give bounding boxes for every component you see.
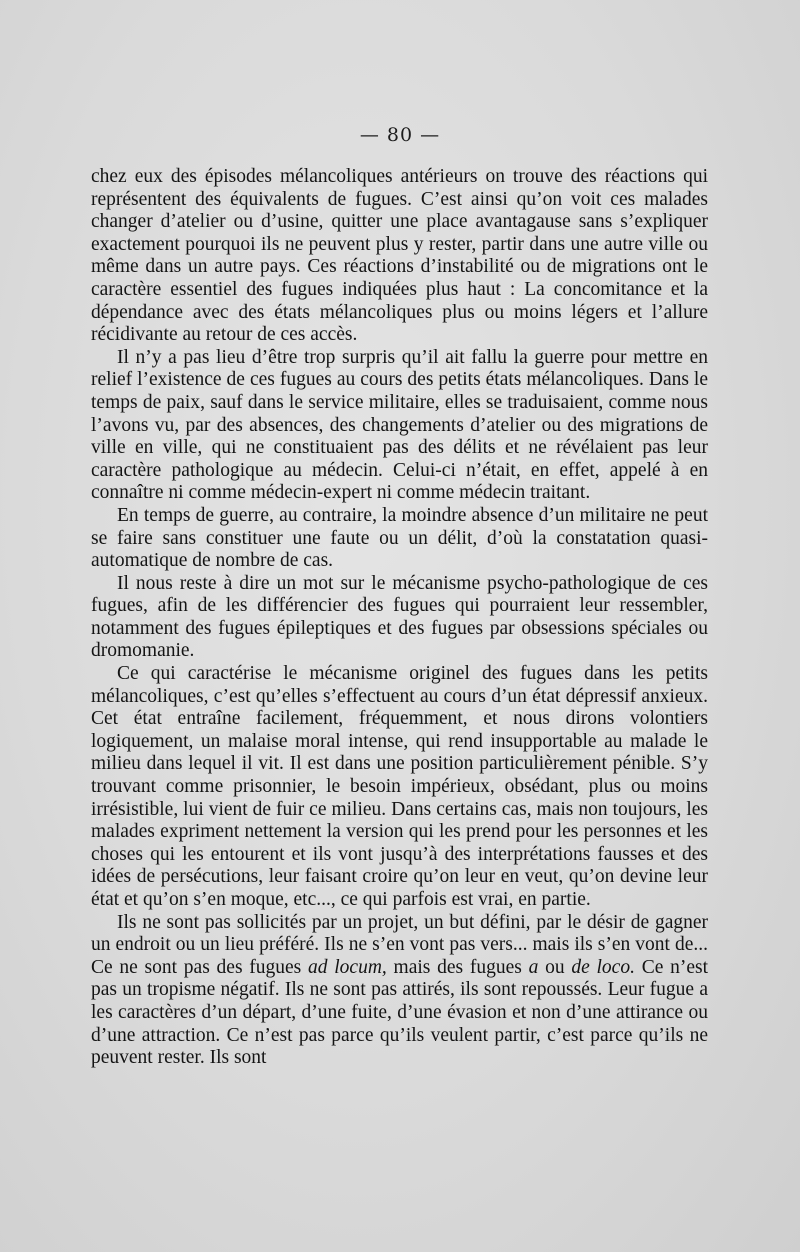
- paragraph-6-text: Ils ne sont pas sollicités par un projet, un but défini, par le désir de gagner un endroit ou un lieu préféré. Ils ne s’en vont pas vers... mais ils s’en vont de... Ce ne sont pas des fugues: [91, 911, 708, 978]
- latin-word-a: a: [528, 956, 539, 978]
- latin-phrase-de-loco: de loco.: [571, 956, 635, 978]
- paragraph-6-text: mais des fugues: [386, 956, 529, 978]
- paragraph-4: Il nous reste à dire un mot sur le mécanisme psycho-pathologique de ces fugues, afin de les différencier des fugues qui pourraient leur ressembler, notamment des fugues épileptiques et des fugues par obsessions spéciales ou dromomanie.: [91, 572, 708, 662]
- paragraph-6-text: ou: [538, 956, 572, 978]
- paragraph-6: [91, 912, 708, 1070]
- paragraph-1: chez eux des épisodes mélancoliques antérieurs on trouve des réactions qui représentent des équivalents de fugues. C’est ainsi qu’on voit ces malades changer d’atelier ou d’usine, quitter une place avantagause sans s’expliquer exactement pourquoi ils ne peuvent plus y rester, partir dans une autre ville ou même dans un autre pays. Ces réactions d’instabilité ou de migrations ont le caractère essentiel des fugues indiquées plus haut : La concomitance et la dépendance avec des états mélancoliques plus ou moins légers et l’allure récidivante au retour de ces accès.: [91, 166, 708, 346]
- page-number: — 80 —: [359, 124, 441, 146]
- paragraph-3: En temps de guerre, au contraire, la moindre absence d’un militaire ne peut se faire sans constituer une faute ou un délit, d’où la constatation quasi-automatique de nombre de cas.: [91, 504, 708, 572]
- latin-phrase-ad-locum: ad locum,: [308, 956, 387, 978]
- paragraph-6-text: Ce n’est pas un tropisme négatif. Ils ne sont pas attirés, ils sont repoussés. Leur fugue a les caractères d’un départ, d’une fuite, d’une évasion et non d’une attirance ou d’une attraction. Ce n’est pas parce qu’ils veulent partir, c’est parce qu’ils ne peuvent rester. Ils sont: [91, 956, 709, 1069]
- body-text: [91, 166, 708, 1070]
- paragraph-5: Ce qui caractérise le mécanisme originel des fugues dans les petits mélancoliques, c’est qu’elles s’effectuent au cours d’un état dépressif anxieux. Cet état entraîne facilement, fréquemment, et nous dirons volontiers logiquement, un malaise moral intense, qui rend insupportable au malade le milieu dans lequel il vit. Il est dans une position particulièrement pénible. S’y trouvant comme prisonnier, le besoin impérieux, obsédant, plus ou moins irrésistible, lui vient de fuir ce milieu. Dans certains cas, mais non toujours, les malades expriment nettement la version qui les prend pour les personnes et les choses qui les entourent et ils vont jusqu’à des interprétations fausses et des idées de persécutions, leur faisant croire qu’on leur en veut, qu’on devine leur état et qu’on s’en moque, etc..., ce qui parfois est vrai, en partie.: [91, 663, 708, 910]
- paragraph-2: Il n’y a pas lieu d’être trop surpris qu’il ait fallu la guerre pour mettre en relief l’existence de ces fugues au cours des petits états mélancoliques. Dans le temps de paix, sauf dans le service militaire, elles se traduisaient, comme nous l’avons vu, par des absences, des changements d’atelier ou des migrations de ville en ville, qui ne constituaient pas des délits et ne révélaient pas leur caractère pathologique au médecin. Celui-ci n’était, en effet, appelé à en connaître ni comme médecin-expert ni comme médecin traitant.: [91, 346, 708, 504]
